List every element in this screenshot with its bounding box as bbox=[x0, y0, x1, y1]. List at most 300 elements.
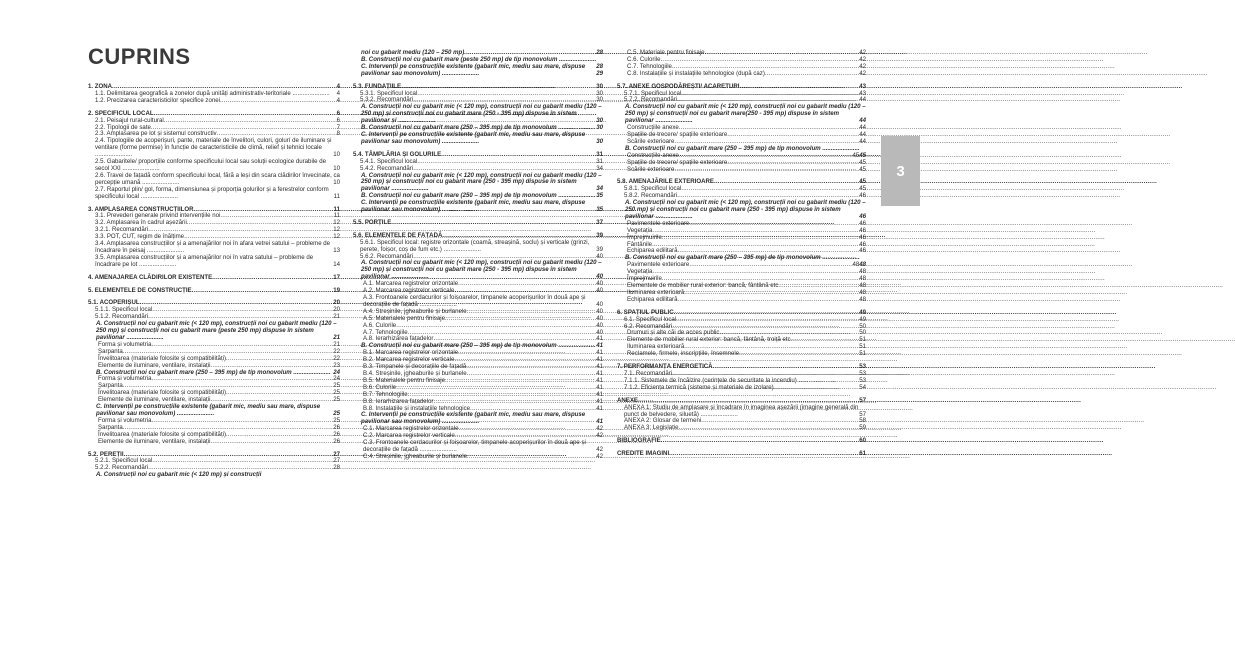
toc-entry[interactable] bbox=[88, 439, 340, 446]
toc-entry[interactable] bbox=[88, 255, 340, 269]
toc-page-number: 42 bbox=[596, 432, 603, 440]
toc-page-number: 42 bbox=[859, 62, 866, 70]
toc-page-number: 31 bbox=[596, 157, 603, 165]
toc-entry[interactable] bbox=[617, 297, 866, 304]
toc-leader-dots: ...................... bbox=[820, 254, 860, 262]
toc-entry-title: Forma și volumetria bbox=[98, 416, 152, 424]
toc-entry-title: 3.2.1. Recomandări bbox=[95, 226, 149, 234]
toc-page-number: 6 bbox=[336, 109, 340, 117]
toc-entry-title: A.6. Culorile bbox=[363, 321, 397, 329]
toc-leader-dots bbox=[661, 438, 859, 445]
toc-leader-dots: ...................... bbox=[175, 409, 215, 417]
toc-page-number: 20 bbox=[333, 306, 340, 314]
toc-page-number: 45 bbox=[859, 151, 866, 159]
toc-page-number: 40 bbox=[596, 273, 603, 281]
toc-entry-title: Șarpanta bbox=[98, 347, 123, 355]
toc-entry-title: 5.6. ELEMENTELE DE FAȚADĂ bbox=[353, 231, 443, 239]
toc-entry[interactable] bbox=[88, 321, 340, 342]
toc-entry[interactable] bbox=[353, 260, 603, 281]
toc-page-number: 46 bbox=[859, 226, 866, 234]
toc-leader-dots: ...................... bbox=[440, 206, 480, 214]
toc-entry[interactable] bbox=[353, 104, 603, 125]
toc-leader-dots: ...................... bbox=[396, 117, 436, 125]
toc-page-number: 22 bbox=[333, 347, 340, 355]
toc-entry-title: Echiparea edilitară bbox=[627, 295, 678, 303]
toc-page-number: 10 bbox=[333, 178, 340, 186]
toc-entry-title: Fântânile bbox=[627, 240, 653, 248]
toc-entry-title: Elementele de mobilier rural exterior: bancă, fântână etc. bbox=[627, 282, 781, 289]
toc-entry-title: 5.3. FUNDAȚIILE bbox=[353, 82, 402, 90]
toc-entry-title: 2.6. Travei de fațadă conform specificului local, fără a leși din scara clădirilor învecinate, ca percepție umană bbox=[95, 171, 340, 186]
toc-page-number: 20 bbox=[333, 299, 340, 307]
toc-leader-dots bbox=[220, 98, 336, 105]
toc-entry-title: ANEXA 2: Glosar de termeni bbox=[624, 417, 702, 425]
toc-page-number: 25 bbox=[333, 416, 340, 424]
chapter-number: 3 bbox=[896, 162, 905, 180]
toc-entry-title: 5.1.1. Specificul local bbox=[95, 306, 153, 314]
toc-page-number: 22 bbox=[333, 354, 340, 362]
toc-leader-dots: ...................... bbox=[440, 418, 480, 426]
toc-entry-title: C.1. Marcarea registrelor orizontale bbox=[363, 425, 459, 433]
toc-page-number: 41 bbox=[596, 418, 603, 426]
toc-entry-title: 3.3. POT, CUT, regim de înălțime bbox=[95, 233, 185, 241]
toc-page-number: 7 bbox=[336, 123, 340, 131]
toc-entry-title: 7.1. Recomandări bbox=[624, 369, 673, 377]
toc-leader-dots bbox=[391, 220, 595, 227]
toc-entry-title: ANEXE bbox=[617, 396, 638, 404]
toc-entry-title: 5.7. ANEXE GOSPODĂREȘTI/ ACARETURI bbox=[617, 82, 740, 90]
toc-entry-title: 5.2. PEREȚII bbox=[88, 450, 124, 458]
toc-page-number: 45 bbox=[859, 158, 866, 166]
toc-page-number: 50 bbox=[859, 329, 866, 337]
toc-entry-title: Echiparea edilitară bbox=[627, 247, 678, 255]
toc-page-number: 42 bbox=[596, 445, 603, 453]
toc-page-number: 41 bbox=[596, 356, 603, 364]
toc-page-number: 14 bbox=[333, 260, 340, 268]
toc-page-number: 30 bbox=[596, 96, 603, 104]
toc-leader-dots: ...................... bbox=[95, 151, 133, 159]
toc-heading[interactable] bbox=[617, 451, 866, 458]
toc-page-number: 25 bbox=[333, 409, 340, 417]
toc-page-number: 27 bbox=[333, 450, 340, 458]
toc-entry-title: C.4. Streșinile, jgheaburile și burlanele bbox=[363, 452, 467, 460]
toc-page-number: 12 bbox=[333, 226, 340, 234]
toc-entry-title: A.5. Materialele pentru finisaje bbox=[363, 314, 445, 322]
toc-page-number: 24 bbox=[333, 368, 340, 376]
page-title: CUPRINS bbox=[88, 44, 191, 69]
toc-page-number: 4 bbox=[336, 83, 340, 90]
toc-page-number: 44 bbox=[859, 124, 866, 132]
toc-entry-title: 1.1. Delimitarea geografică a zonelor după unități administrativ-teritoriale bbox=[95, 89, 291, 97]
toc-entry-title: B.4. Streșinile, jgheaburile și burlanele bbox=[363, 369, 467, 377]
toc-entry-title: A.3. Frontoanele cerdacurilor și foișoarelor, timpanele acoperișurilor în două ape și decorațiile de fațadă bbox=[363, 294, 586, 308]
toc-entry-title: 2.1. Peisajul rural-cultural bbox=[95, 116, 164, 124]
toc-page-number: 48 bbox=[859, 288, 866, 296]
toc-entry[interactable] bbox=[617, 425, 866, 432]
toc-entry-title: B.8. Instalațiile și instalațiile tehnologice bbox=[363, 404, 471, 412]
toc-entry-title: C.3. Frontoanele cerdacurilor și foișoarelor, timpanele acoperișurilor în două ape și decorațiile de fațadă bbox=[363, 439, 586, 453]
toc-entry-title: 3.1. Prevederi generale privind intervențiile noi bbox=[95, 212, 221, 220]
toc-entry-title: 5.8.1. Specificul local bbox=[624, 185, 682, 193]
toc-entry[interactable] bbox=[353, 173, 603, 194]
toc-entry[interactable] bbox=[617, 104, 866, 125]
toc-leader-dots bbox=[674, 167, 858, 174]
toc-heading[interactable] bbox=[88, 275, 340, 282]
toc-page-number: 35 bbox=[596, 206, 603, 214]
toc-entry-title: Pavimentele exterioare bbox=[627, 261, 690, 269]
toc-entry-title: Șarpanta bbox=[98, 382, 123, 390]
toc-leader-dots: ...................... bbox=[389, 185, 429, 193]
toc-leader-dots: ...................... bbox=[389, 273, 429, 281]
toc-page-number: 41 bbox=[596, 369, 603, 377]
toc-page-number: 26 bbox=[333, 430, 340, 438]
toc-page-number: 48 bbox=[859, 295, 866, 303]
toc-page-number: 61 bbox=[859, 450, 866, 458]
toc-page-number: 45 bbox=[859, 185, 866, 193]
toc-entry-title: B.1. Marcarea registrelor orizontale bbox=[363, 349, 459, 357]
toc-page-number: 44 bbox=[859, 137, 866, 145]
toc-entry-title: B.7. Tehnologiile bbox=[363, 390, 408, 398]
toc-entry-title: 2.2. Tipologii de sate bbox=[95, 123, 151, 131]
toc-page-number: 42 bbox=[596, 425, 603, 433]
toc-page-number: 34 bbox=[596, 164, 603, 172]
toc-leader-dots: ...................... bbox=[417, 445, 457, 453]
toc-entry-title: Pavimentele exterioare bbox=[627, 219, 690, 227]
toc-page-number: 60 bbox=[859, 437, 866, 445]
toc-entry-title: C. Intervenții pe construcțiile existente (gabarit mic, mediu sau mare, dispuse pavilionar sau monovolum) bbox=[361, 199, 586, 214]
toc-page-number: 41 bbox=[596, 404, 603, 412]
toc-page-number: 42 bbox=[859, 69, 866, 77]
toc-entry-title: 4. AMENAJAREA CLĂDIRILOR EXISTENTE bbox=[88, 273, 213, 281]
toc-page-number: 35 bbox=[596, 192, 603, 200]
toc-page-number: 42 bbox=[859, 49, 866, 56]
toc-entry[interactable] bbox=[617, 71, 866, 78]
toc-page-number: 4 bbox=[336, 89, 340, 97]
toc-entry-title: 7.1.2. Eficiența termică (sisteme și materiale de izolare) bbox=[624, 383, 774, 391]
toc-entry-title: 5.5. PORȚILE bbox=[353, 218, 392, 226]
toc-entry-title: A.8. Ierarhizarea fațadelor bbox=[363, 335, 434, 343]
toc-page-number: 10 bbox=[333, 151, 340, 159]
toc-entry-title: Forma și volumetria bbox=[98, 375, 152, 383]
toc-entry-title: A.2. Marcarea registrelor verticale bbox=[363, 287, 455, 295]
toc-entry-title: A.7. Tehnologiile bbox=[363, 328, 408, 336]
toc-entry-title: 6. SPAȚIUL PUBLIC bbox=[617, 308, 674, 316]
toc-page-number: 28 bbox=[333, 464, 340, 472]
toc-entry-title: A.1. Marcarea registrelor orizontale bbox=[363, 280, 459, 288]
toc-entry-title: 5.8. AMENAJĂRILE EXTERIOARE bbox=[617, 178, 714, 186]
toc-entry-title: Spațiile de trecere/ spațiile exterioare bbox=[627, 130, 728, 138]
toc-entry-title: B. Construcții noi cu gabarit mare (250 – 395 mp) de tip monovolum bbox=[361, 342, 557, 350]
toc-page-number: 46 bbox=[859, 240, 866, 248]
toc-entry-title: Elemente de iluminare, ventilare, instalații bbox=[98, 361, 211, 369]
toc-entry-title: Vegetația bbox=[627, 268, 653, 276]
toc-page-number: 8 bbox=[336, 130, 340, 138]
toc-entry-title: B. Construcții noi cu gabarit mare (250 – 395 mp) de tip monovolum bbox=[361, 192, 557, 200]
toc-entry-title: A. Construcții noi cu gabarit mic (< 120 mp) și construcții bbox=[96, 471, 262, 479]
toc-entry-title: 5.1.2. Recomandări bbox=[95, 313, 149, 321]
toc-entry-title: 5.3.1. Specificul local bbox=[360, 89, 418, 97]
toc-entry-title: Elemente de iluminare, ventilare, instalații bbox=[98, 396, 211, 404]
toc-leader-dots: ...................... bbox=[796, 376, 836, 384]
toc-heading[interactable] bbox=[88, 288, 340, 295]
toc-entry-title: C. Intervenții pe construcțiile existente (gabarit mic, mediu sau mare, dispuse pavilionar sau monovolum) bbox=[361, 411, 586, 426]
toc-entry-title: Învelitoarea (materiale folosite și compatibilități) bbox=[98, 354, 227, 362]
toc-entry-title: noi cu gabarit mediu (120 – 250 mp) bbox=[361, 49, 465, 56]
toc-entry[interactable] bbox=[88, 98, 340, 105]
toc-entry[interactable] bbox=[353, 412, 603, 426]
toc-leader-dots: ...................... bbox=[556, 192, 596, 200]
toc-heading[interactable] bbox=[353, 220, 603, 227]
toc-page-number: 46 bbox=[859, 219, 866, 227]
toc-page-number: 51 bbox=[859, 336, 866, 344]
toc-page-number: 30 bbox=[596, 124, 603, 132]
toc-entry-title: Construcțiile anexe bbox=[627, 124, 679, 132]
toc-page-number: 17 bbox=[333, 273, 340, 281]
toc-entry-title: ANEXA 1: Studiu de amplasare și încadrare în imaginea așezării (imagine generală din punct de belvedere, siluetă) bbox=[624, 403, 859, 418]
toc-entry-title: 5.7.1. Specificul local bbox=[624, 89, 682, 97]
toc-entry-title: 5.6.1. Specificul local: registre orizontale (coamă, streașină, soclu) și verticale (grinzi, perete, foișor, coș de fum etc.) bbox=[360, 238, 590, 253]
toc-leader-dots: ...................... bbox=[417, 300, 457, 308]
toc-entry[interactable] bbox=[353, 440, 603, 454]
toc-leader-dots: ...................... bbox=[820, 144, 860, 152]
toc-entry-title: Elemente de mobilier rural exterior: bancă, fântână, troiță etc. bbox=[627, 336, 793, 344]
toc-entry-title: 7. PERFORMANȚA ENERGETICĂ bbox=[617, 363, 713, 371]
toc-entry-title: C. Intervenții pe construcțiile existente (gabarit mic, mediu sau mare, dispuse pavilionar sau monovolum) bbox=[361, 62, 586, 77]
toc-entry-title: 2.7. Raportul plin/ gol, forma, dimensiunea și proporția golurilor și a ferestrelor conform specificului local bbox=[95, 185, 329, 200]
toc-entry[interactable] bbox=[88, 159, 340, 173]
toc-entry-title: 1. ZONA bbox=[88, 83, 113, 90]
toc-entry[interactable] bbox=[617, 200, 866, 221]
toc-page-number: 44 bbox=[859, 130, 866, 138]
toc-page-number: 21 bbox=[333, 334, 340, 341]
toc-page-number: 6 bbox=[336, 116, 340, 124]
toc-entry-title: B. Construcții noi cu gabarit mare (250 – 395 mp) de tip monovolum bbox=[625, 254, 821, 262]
toc-page-number: 41 bbox=[596, 397, 603, 405]
toc-page-number: 45 bbox=[859, 178, 866, 186]
toc-page-number: 51 bbox=[859, 350, 866, 358]
toc-leader-dots bbox=[677, 297, 858, 304]
toc-entry[interactable] bbox=[353, 240, 603, 254]
toc-leader-dots: ...................... bbox=[139, 192, 178, 200]
toc-entry[interactable] bbox=[88, 404, 340, 418]
toc-page-number: 11 bbox=[333, 212, 340, 220]
toc-leader-dots: ...................... bbox=[440, 137, 480, 145]
toc-entry-title: 5.8.2. Recomandări bbox=[624, 192, 678, 200]
toc-page-number: 53 bbox=[859, 369, 866, 377]
toc-entry-title: 1.2. Precizarea caracteristicilor specifice zonei bbox=[95, 96, 220, 104]
toc-page-number: 25 bbox=[333, 389, 340, 397]
toc-page-number: 53 bbox=[859, 363, 866, 371]
toc-page-number: 40 bbox=[596, 321, 603, 329]
toc-entry[interactable] bbox=[88, 173, 340, 187]
toc-entry-title: Împrejmuirile bbox=[627, 275, 662, 283]
toc-leader-dots: ...................... bbox=[145, 246, 185, 254]
toc-page-number: 45 bbox=[852, 151, 860, 159]
toc-entry-title: Spațiile de trecere/ spațiile exterioare bbox=[627, 158, 728, 166]
toc-page-number: 30 bbox=[596, 82, 603, 90]
toc-entry-title: B.3. Timpanele și decorațiile de fațadă bbox=[363, 363, 467, 371]
toc-page-number: 24 bbox=[333, 375, 340, 383]
toc-page-number: 41 bbox=[596, 383, 603, 391]
toc-entry[interactable] bbox=[353, 132, 603, 146]
toc-entry-title: C.2. Marcarea registrelor verticale bbox=[363, 432, 455, 440]
toc-entry[interactable] bbox=[88, 187, 340, 201]
toc-leader-dots: ...................... bbox=[698, 410, 738, 418]
toc-page-number: 25 bbox=[333, 382, 340, 390]
toc-leader-dots bbox=[212, 275, 332, 282]
toc-page-number: 48 bbox=[859, 268, 866, 276]
toc-page-number: 19 bbox=[333, 286, 340, 294]
toc-page-number: 10 bbox=[333, 164, 340, 172]
toc-entry-title: C.8. Instalațiile și instalațiile tehnologice (după caz) bbox=[627, 69, 765, 77]
toc-entry-title: Împrejmuirile bbox=[627, 233, 662, 241]
toc-entry-title: 3.2. Amplasarea în cadrul așezării bbox=[95, 219, 187, 227]
toc-entry-title: B.6. Culorile bbox=[363, 383, 397, 391]
toc-page-number: 48 bbox=[852, 261, 860, 269]
toc-entry-title: A. Construcții noi cu gabarit mic (< 120 mp), construcții noi cu gabarit mediu (120 – 250 mp) și construcții noi cu gabarit mare (peste 250 mp) dispuse în sistem pavilionar bbox=[96, 320, 337, 341]
toc-page-number: 39 bbox=[596, 245, 603, 253]
toc-entry-title: CREDITE IMAGINI bbox=[617, 450, 670, 458]
toc-entry-title: 6.2. Recomandări bbox=[624, 322, 673, 330]
toc-leader-dots: ...................... bbox=[653, 212, 693, 220]
toc-leader-dots: ...................... bbox=[556, 342, 596, 350]
toc-entry-title: B. Construcții noi cu gabarit mare (250 – 395 mp) de tip monovolum bbox=[361, 124, 557, 132]
toc-entry-title: 5.4. TÂMPLĂRIA ȘI GOLURILE bbox=[353, 150, 442, 158]
toc-leader-dots: ...................... bbox=[653, 117, 693, 125]
toc-entry-title: A. Construcții noi cu gabarit mic (< 120 mp), construcții noi cu gabarit mediu (120 – 250 mp) și construcții noi cu gabarit mare (250 - 395 mp) dispuse în sistem pavilionar și bbox=[361, 103, 602, 125]
toc-page-number: 25 bbox=[333, 396, 340, 404]
toc-page-number: 54 bbox=[859, 383, 866, 391]
toc-page-number: 12 bbox=[333, 233, 340, 241]
toc-entry-title: B. Construcții noi cu gabarit mare (peste 250 mp) de tip monovolum bbox=[361, 55, 558, 63]
toc-page-number: 37 bbox=[596, 218, 603, 226]
toc-page-number: 41 bbox=[596, 335, 603, 343]
toc-entry-title: 5.6.2. Recomandări bbox=[360, 252, 414, 260]
toc-page-number: 12 bbox=[333, 219, 340, 227]
toc-leader-dots bbox=[210, 439, 332, 446]
toc-entry[interactable] bbox=[353, 295, 603, 309]
toc-entry[interactable] bbox=[617, 385, 866, 392]
toc-entry-title: Forma și volumetria bbox=[98, 340, 152, 348]
toc-page-number: 23 bbox=[333, 361, 340, 369]
toc-entry-title: 2.5. Gabaritele/ proporțiile conforme specificului local sau soluții ecologice durabile de secol XXI bbox=[95, 158, 327, 172]
toc-page-number: 48 bbox=[859, 282, 866, 289]
toc-page-number: 49 bbox=[859, 308, 866, 316]
toc-leader-dots bbox=[739, 351, 858, 358]
toc-page-number: 40 bbox=[596, 307, 603, 315]
toc-page-number: 57 bbox=[859, 396, 866, 404]
toc-entry-title: 2.4. Tipologiile de acoperișuri, pante, materiale de învelitori, culori, golurí de iluminare și ventilare (forme permise) în funcție de caracteristicile de climă, relief și tehnici locale bbox=[95, 137, 332, 152]
toc-page-number: 40 bbox=[596, 287, 603, 295]
toc-entry-title: C. Intervenții pe construcțiile existente (gabarit mic, mediu sau mare, dispuse pavilionar sau monovolum) bbox=[361, 130, 586, 145]
toc-page-number: 26 bbox=[333, 423, 340, 431]
toc-leader-dots: ...................... bbox=[290, 89, 330, 97]
toc-entry[interactable] bbox=[353, 454, 603, 461]
toc-entry-title: A. Construcții noi cu gabarit mic (< 120 mp), construcții noi cu gabarit mediu (120 – 250 mp) și construcții noi cu gabarit mare (250 - 395 mp) dispuse în sistem pavilionar bbox=[625, 199, 866, 220]
toc-entry[interactable] bbox=[617, 167, 866, 174]
toc-page-number: 41 bbox=[596, 390, 603, 398]
toc-entry-title: ANEXA 3: Legislație bbox=[624, 424, 679, 432]
toc-page-number: 28 bbox=[596, 49, 603, 56]
toc-entry-title: C.5. Materiale pentru finisaje bbox=[627, 49, 705, 56]
toc-heading[interactable] bbox=[617, 438, 866, 445]
toc-entry[interactable] bbox=[88, 241, 340, 255]
toc-entry-title: 5.1. ACOPERIȘUL bbox=[88, 299, 140, 307]
toc-leader-dots: ...................... bbox=[124, 334, 164, 341]
toc-page-number: 57 bbox=[859, 410, 866, 418]
toc-entry-title: B.8. Ierarhizarea fațadelor bbox=[363, 397, 434, 405]
toc-page-number: 13 bbox=[333, 246, 340, 254]
toc-leader-dots: ...................... bbox=[291, 368, 331, 376]
toc-leader-dots bbox=[765, 71, 858, 78]
toc-column-1 bbox=[88, 84, 340, 479]
toc-entry-title: A. Construcții noi cu gabarit mic (< 120 mp), construcții noi cu gabarit mediu (120 – 250 mp) și construcții noi cu gabarit mare (250 - 395 mp) dispuse în sistem pavilionar bbox=[361, 259, 602, 281]
toc-page-number: 59 bbox=[859, 424, 866, 432]
toc-entry-title: 5.3.2. Recomandări bbox=[360, 96, 414, 104]
toc-page-number: 41 bbox=[596, 363, 603, 371]
toc-page-number: 45 bbox=[859, 165, 866, 173]
toc-leader-dots bbox=[192, 288, 333, 295]
toc-leader-dots bbox=[467, 454, 595, 461]
toc-page-number: 40 bbox=[596, 280, 603, 288]
toc-leader-dots: ...................... bbox=[556, 124, 596, 132]
toc-entry-title: Iluminarea exterioară bbox=[627, 288, 685, 296]
toc-entry-title: A.4. Streșinile, jgheaburile și burlanele bbox=[363, 307, 467, 315]
toc-page-number: 34 bbox=[596, 185, 603, 193]
toc-entry-title: Învelitoarea (materiale folosite și compatibilități) bbox=[98, 389, 227, 397]
toc-entry-title: Elemente de iluminare, ventilare, instalații bbox=[98, 437, 211, 445]
toc-page-number: 58 bbox=[859, 417, 866, 425]
toc-page-number: 46 bbox=[859, 247, 866, 255]
toc-page-number: 43 bbox=[859, 89, 866, 97]
toc-entry-title: Vegetația bbox=[627, 226, 653, 234]
toc-entry-title: A. Construcții noi cu gabarit mic (< 120 mp), construcții noi cu gabarit mediu (120 – 250 mp) și construcții noi cu gabarit mare (250 - 395 mp) dispuse în sistem pavilionar bbox=[361, 171, 602, 193]
toc-page-number: 43 bbox=[859, 82, 866, 90]
toc-leader-dots: ...................... bbox=[140, 178, 180, 186]
toc-entry[interactable] bbox=[88, 138, 340, 159]
toc-leader-dots: ...................... bbox=[137, 260, 177, 268]
toc-entry-title: A. Construcții noi cu gabarit mic (< 120 mp), construcții noi cu gabarit mediu (120 – 250 mp) și construcții noi cu gabarit mare(250 - 395 mp) dispuse în sistem pavilionar bbox=[625, 103, 866, 125]
toc-entry[interactable] bbox=[617, 351, 866, 358]
toc-leader-dots: ...................... bbox=[440, 69, 480, 77]
toc-column-3 bbox=[617, 50, 866, 458]
toc-page-number: 21 bbox=[333, 313, 340, 321]
toc-entry-title: 2.3. Amplasarea pe lot și sistemul constructiv bbox=[95, 130, 217, 138]
toc-entry-title: 3.5. Amplasarea construcțiilor și a amenajărilor noi în vatra satului – probleme de încadrare pe lot bbox=[95, 253, 314, 268]
toc-entry[interactable] bbox=[617, 405, 866, 419]
toc-entry[interactable] bbox=[353, 200, 603, 214]
toc-page-number: 53 bbox=[859, 376, 866, 384]
toc-page-number: 4 bbox=[336, 96, 340, 104]
toc-column-2 bbox=[353, 50, 603, 461]
toc-page-number: 30 bbox=[596, 137, 603, 145]
toc-entry-title: Șarpanta bbox=[98, 423, 123, 431]
toc-entry[interactable] bbox=[88, 472, 340, 479]
toc-page-number: 49 bbox=[859, 315, 866, 323]
toc-page-number: 48 bbox=[859, 261, 866, 269]
toc-entry[interactable] bbox=[353, 64, 603, 78]
toc-leader-dots: ...................... bbox=[557, 55, 597, 63]
toc-page-number: 44 bbox=[859, 117, 866, 125]
toc-leader-dots bbox=[774, 385, 859, 392]
toc-entry-title: C. Intervenții pe construcțiile existente (gabarit mic, mediu sau mare, dispuse pavilionar sau monovolum) bbox=[96, 403, 321, 417]
chapter-tab bbox=[881, 136, 920, 206]
toc-entry-title: 5.2.1. Specificul local bbox=[95, 457, 153, 465]
toc-entry-title: Scările exterioare bbox=[627, 165, 675, 173]
toc-entry-title: Scările exterioare bbox=[627, 137, 675, 145]
toc-entry-title: C.7. Tehnologiile bbox=[627, 62, 672, 70]
toc-leader-dots: ...................... bbox=[441, 245, 481, 253]
